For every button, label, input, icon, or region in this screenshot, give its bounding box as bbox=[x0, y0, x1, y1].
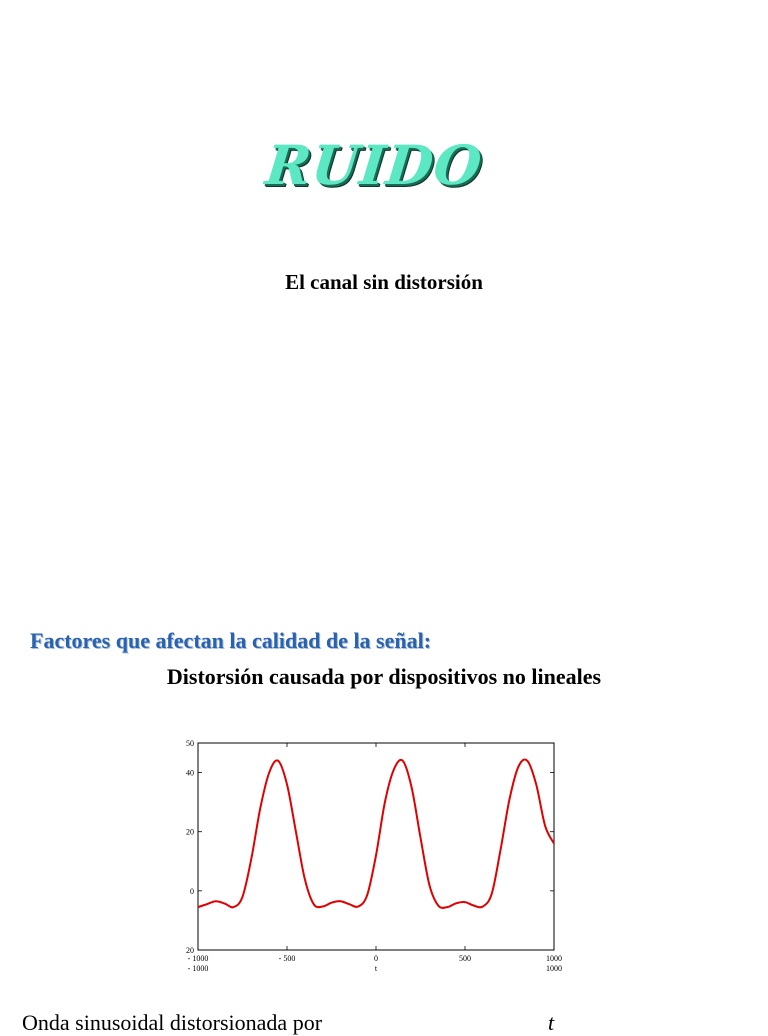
x-tick-label: 1000 bbox=[546, 954, 562, 963]
section-subheading: Distorsión causada por dispositivos no lineales bbox=[166, 664, 602, 689]
x-range-left-label: - 1000 bbox=[187, 964, 209, 973]
series-line bbox=[198, 760, 554, 908]
x-tick-label: - 500 bbox=[278, 954, 296, 963]
x-tick-label: 500 bbox=[459, 954, 471, 963]
y-tick-label: 20 bbox=[186, 827, 194, 837]
y-tick-label: 40 bbox=[186, 768, 194, 778]
caption-text: Onda sinusoidal distorsionada por bbox=[22, 1010, 323, 1035]
chart-svg bbox=[160, 735, 580, 975]
x-tick-label: - 1000 bbox=[187, 954, 209, 963]
subtitle: El canal sin distorsión bbox=[285, 270, 483, 294]
page-title: RUIDO bbox=[262, 133, 486, 197]
caption-variable: t bbox=[548, 1010, 555, 1035]
y-tick-label: 0 bbox=[190, 886, 194, 896]
distortion-chart bbox=[160, 735, 580, 975]
y-tick-label: 50 bbox=[186, 739, 194, 748]
x-axis-label: t bbox=[374, 964, 378, 973]
section-heading: Factores que afectan la calidad de la señal: bbox=[30, 628, 432, 653]
x-tick-label: 0 bbox=[374, 954, 378, 963]
x-range-right-label: 1000 bbox=[546, 964, 562, 973]
y-tick-label: 20 bbox=[186, 946, 194, 955]
